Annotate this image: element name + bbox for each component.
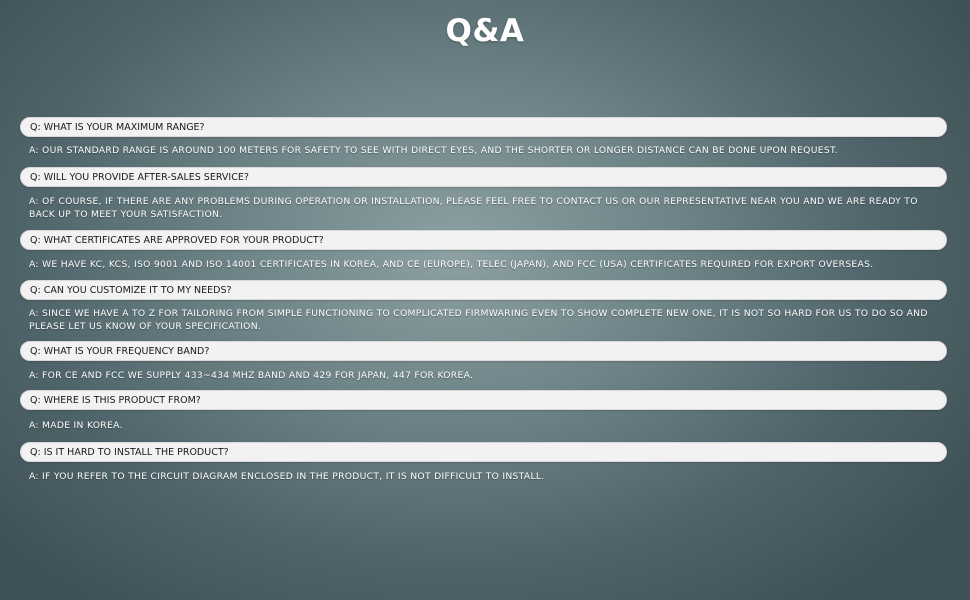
faq-question-origin: Q: WHERE IS THIS PRODUCT FROM? — [20, 390, 947, 410]
faq-question-installation: Q: IS IT HARD TO INSTALL THE PRODUCT? — [20, 442, 947, 462]
faq-answer-frequency: A: FOR CE AND FCC WE SUPPLY 433~434 MHZ BAND AND 429 FOR JAPAN, 447 FOR KOREA. — [29, 370, 474, 381]
faq-question-max-range: Q: WHAT IS YOUR MAXIMUM RANGE? — [20, 117, 947, 137]
faq-answer-after-sales: A: OF COURSE, IF THERE ARE ANY PROBLEMS DURING OPERATION OR INSTALLATION, PLEASE FEEL FREE TO CONTACT US OR OUR REPRESENTATIVE NEAR YOU AND WE ARE READY TO BACK UP TO MEET YOUR SATISFACTION. — [29, 196, 918, 220]
faq-answer-installation: A: IF YOU REFER TO THE CIRCUIT DIAGRAM ENCLOSED IN THE PRODUCT, IT IS NOT DIFFICULT TO INSTALL. — [29, 471, 545, 482]
faq-question-customize: Q: CAN YOU CUSTOMIZE IT TO MY NEEDS? — [20, 280, 947, 300]
page-title: Q&A — [445, 13, 525, 49]
faq-question-frequency: Q: WHAT IS YOUR FREQUENCY BAND? — [20, 341, 947, 361]
faq-question-after-sales: Q: WILL YOU PROVIDE AFTER-SALES SERVICE? — [20, 167, 947, 187]
faq-answer-max-range: A: OUR STANDARD RANGE IS AROUND 100 METERS FOR SAFETY TO SEE WITH DIRECT EYES, AND THE SHORTER OR LONGER DISTANCE CAN BE DONE UPON REQUEST. — [29, 145, 839, 156]
faq-answer-customize: A: SINCE WE HAVE A TO Z FOR TAILORING FROM SIMPLE FUNCTIONING TO COMPLICATED FIRMWARING EVEN TO SHOW COMPLETE NEW ONE, IT IS NOT SO HARD FOR US TO DO SO AND PLEASE LET US KNOW OF YOUR SPECIFICATION. — [29, 308, 928, 332]
faq-question-certificates: Q: WHAT CERTIFICATES ARE APPROVED FOR YOUR PRODUCT? — [20, 230, 947, 250]
faq-answer-certificates: A: WE HAVE KC, KCS, ISO 9001 AND ISO 14001 CERTIFICATES IN KOREA, AND CE (EUROPE), TELEC (JAPAN), AND FCC (USA) CERTIFICATES REQUIRED FOR EXPORT OVERSEAS. — [29, 259, 874, 270]
faq-answer-origin: A: MADE IN KOREA. — [29, 420, 123, 431]
